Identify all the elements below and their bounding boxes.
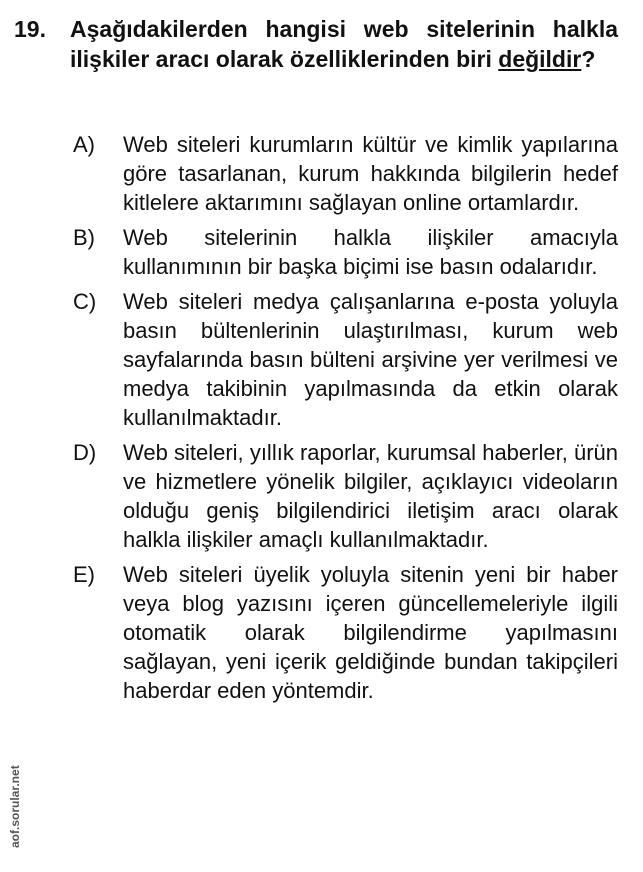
option-letter: E) [73,562,95,587]
option-text: Web siteleri medya çalışanlarına e-posta yoluyla basın bültenlerinin ulaştırılması, kurum web sayfalarında basın bülteni arşivine yer verilmesi ve medya takibinin yapılmasında da etkin olarak kullanılmaktadır. [123,289,618,430]
option-b[interactable] [73,223,618,281]
question-text-emphasis: değildir [498,46,582,72]
option-text: Web siteleri, yıllık raporlar, kurumsal haberler, ürün ve hizmetlere yönelik bilgiler, açıklayıcı videoların olduğu geniş bilgilendirici iletişim aracı olarak halkla ilişkiler amaçlı kullanılmaktadır. [123,440,618,552]
question-number: 19. [14,16,46,42]
option-d[interactable] [73,438,618,554]
option-e[interactable] [73,560,618,705]
site-watermark: aof.sorular.net [8,765,22,848]
option-text: Web siteleri üyelik yoluyla sitenin yeni bir haber veya blog yazısını içeren güncellemeleriyle ilgili otomatik olarak bilgilendirme yapılmasını sağlayan, yeni içerik geldiğinde bundan takipçileri haberdar eden yöntemdir. [123,562,618,703]
option-a[interactable] [73,130,618,217]
question-text [70,14,618,74]
question-block [14,14,618,74]
option-letter: C) [73,289,97,314]
option-letter: B) [73,225,95,250]
option-text: Web siteleri kurumların kültür ve kimlik yapılarına göre tasarlanan, kurum hakkında bilgilerin hedef kitlelere aktarımını sağlayan online ortamlardır. [123,132,618,215]
answer-options [73,130,618,711]
option-letter: A) [73,132,95,157]
option-letter: D) [73,440,97,465]
question-header [14,14,618,74]
question-text-after: ? [581,46,596,72]
question-text-before: Aşağıdakilerden hangisi web sitelerinin halkla ilişkiler aracı olarak özelliklerinden biri [70,16,618,72]
option-c[interactable] [73,287,618,432]
option-text: Web sitelerinin halkla ilişkiler amacıyla kullanımının bir başka biçimi ise basın odalarıdır. [123,225,618,279]
